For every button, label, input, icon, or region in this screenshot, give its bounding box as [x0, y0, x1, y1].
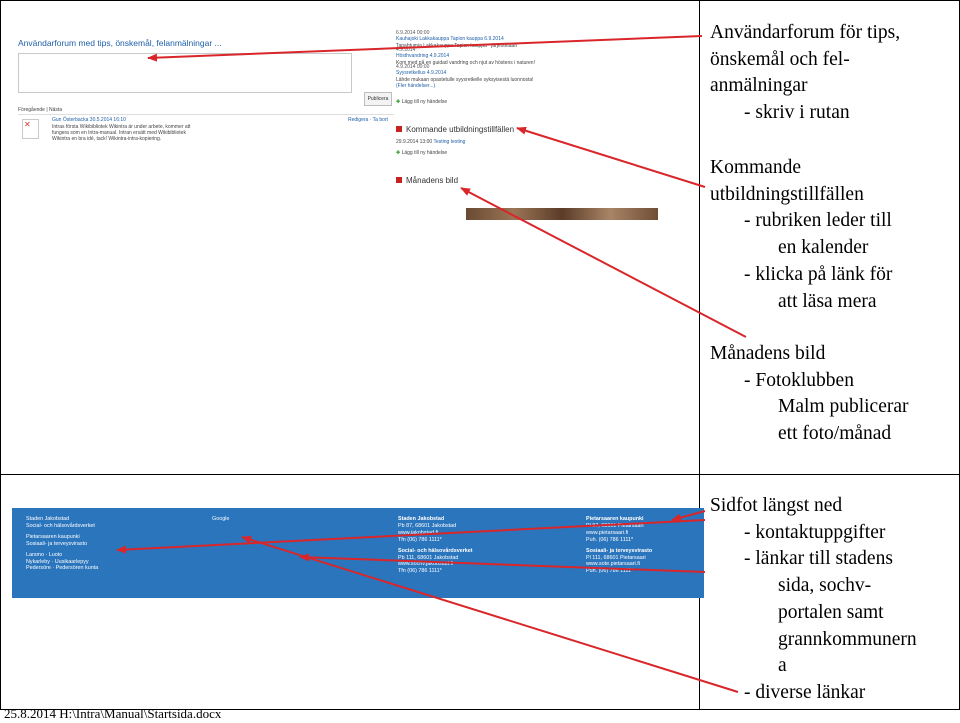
footer-link[interactable]: Sosiaali- ja terveysvirasto: [26, 540, 88, 547]
event-text: Lähde mukaan opastetulle syysretkelle syksyisestä luonnosta!: [396, 76, 534, 83]
post-actions[interactable]: Redigera · Ta bort: [348, 117, 388, 123]
event-item[interactable]: [396, 30, 517, 49]
training-date: 29.9.2014 13:00: [396, 139, 433, 145]
footer-link[interactable]: www.pietarsaari.fi: [586, 529, 629, 536]
footer-link[interactable]: Social- och hälsovårdsverket: [26, 522, 95, 529]
event-title[interactable]: Syysretkellus 4.9.2014: [396, 70, 447, 77]
more-events-link[interactable]: (Fler händelser...): [396, 83, 436, 89]
footer-heading: Social- och hälsovårdsverket: [398, 547, 473, 554]
footer-link[interactable]: www.jakobstad.fi: [398, 529, 439, 536]
footer-link[interactable]: Staden Jakobstad: [26, 516, 70, 522]
footer-link[interactable]: Nykarleby · Uusikaarlepyy: [26, 558, 89, 565]
footer-text: Tfn (06) 786 1111*: [398, 568, 442, 575]
event-text: Tapahtumia Lakkakauppa Tapion kauppa · järjestetään: [396, 42, 518, 49]
monthly-photo[interactable]: [466, 208, 658, 220]
footer-text: Pb 87, 68601 Jakobstad: [398, 522, 457, 529]
forum-text-input[interactable]: [18, 53, 352, 93]
training-item[interactable]: [396, 139, 465, 145]
post-author[interactable]: Gun Österbacka 30.5.2014 16:10: [52, 117, 126, 123]
footer-text: Tfn (06) 786 1111*: [398, 536, 442, 543]
add-event-link[interactable]: [396, 99, 447, 105]
bullet-square-icon: [396, 126, 402, 132]
footer-link[interactable]: Google: [212, 516, 230, 522]
footer-column-contacts-fi: [586, 516, 652, 575]
footer-column-links: [26, 516, 98, 572]
footer-link[interactable]: Larsmo · Luoto: [26, 551, 63, 558]
forum-pager[interactable]: Föregående | Nästa: [18, 107, 63, 113]
add-event-label: Lägg till ny händelse: [401, 150, 448, 156]
footer-text: Pb 111, 68601 Jakobstad: [398, 554, 459, 561]
footer-link[interactable]: Pedersöre · Pedersören kunta: [26, 565, 99, 572]
missing-image-icon: ✕: [24, 120, 31, 129]
training-title[interactable]: Testing testing: [433, 139, 466, 145]
upcoming-annotation: Kommande utbildningstillfällen - rubriken leder till en kalender - klicka på länk för att läsa mera: [710, 157, 893, 312]
monthly-picture-heading[interactable]: Månadens bild: [406, 176, 459, 185]
event-text: Kom med på en guidad vandring och njut av höstens i naturen!: [396, 59, 535, 66]
event-date: 4.9.2014: [396, 47, 416, 53]
event-title[interactable]: Hösthvandring 4.9.2014: [396, 53, 450, 60]
forum-annotation: Användarforum för tips, önskemål och fel- anmälningar - skriv i rutan: [710, 22, 901, 124]
event-title[interactable]: Kauhajoki Lakkakauppa Tapion kauppa 6.9.2014: [396, 36, 504, 43]
divider: [18, 114, 394, 115]
footer-text: Puh. (06) 786 1111*: [586, 568, 634, 575]
forum-title[interactable]: Användarforum med tips, önskemål, felanmälningar ...: [18, 38, 222, 48]
footer-heading: Pietarsaaren kaupunki: [586, 516, 644, 522]
upcoming-trainings-heading[interactable]: Kommande utbildningstillfällen: [406, 125, 515, 134]
document-caption: 25.8.2014 H:\Intra\Manual\Startsida.docx: [4, 706, 222, 721]
plus-icon: ✚: [396, 99, 402, 105]
event-item[interactable]: [396, 47, 535, 66]
footer-heading: Staden Jakobstad: [398, 516, 445, 522]
event-date: 6.9.2014 00:00: [396, 30, 430, 36]
bullet-square-icon: [396, 177, 402, 183]
footer-link[interactable]: Pietarsaaren kaupunki: [26, 533, 80, 540]
footer-text: Puh. (06) 786 1111*: [586, 536, 634, 543]
footer-link[interactable]: www.sote.pietarsaari.fi: [586, 561, 640, 568]
event-item[interactable]: [396, 64, 534, 83]
footer-heading: Sosiaali- ja terveysvirasto: [586, 547, 653, 554]
footer-annotation: Sidfot längst ned - kontaktuppgifter - länkar till stadens sida, sochv- portalen samt grannkommunern a - diverse länkar: [710, 495, 917, 703]
publish-button[interactable]: Publicera: [364, 92, 392, 106]
monthly-annotation: Månadens bild - Fotoklubben Malm publicerar ett foto/månad: [710, 343, 909, 445]
event-date: 4.9.2014 00:00: [396, 64, 430, 70]
plus-icon: ✚: [396, 150, 402, 156]
footer-link[interactable]: www.sochv.jakobstad.fi: [398, 561, 454, 568]
footer-column-google: [212, 516, 229, 523]
footer-text: Pl 111, 68601 Pietarsaari: [586, 554, 646, 561]
add-event-link[interactable]: [396, 150, 447, 156]
footer-text: Pl 87, 68601 Pietarsaari: [586, 522, 644, 529]
site-footer: [12, 508, 704, 598]
add-event-label: Lägg till ny händelse: [401, 99, 448, 105]
footer-column-contacts-sv: [398, 516, 473, 575]
post-text: Intras första Wikibibliotek Wikintra är under arbete, kommer att fungera som en Intra-manual. Intran ersätt med Wikibibliotek Wikintra en bra idé, tack! Wikintra-intra-kopiering.: [52, 124, 191, 142]
